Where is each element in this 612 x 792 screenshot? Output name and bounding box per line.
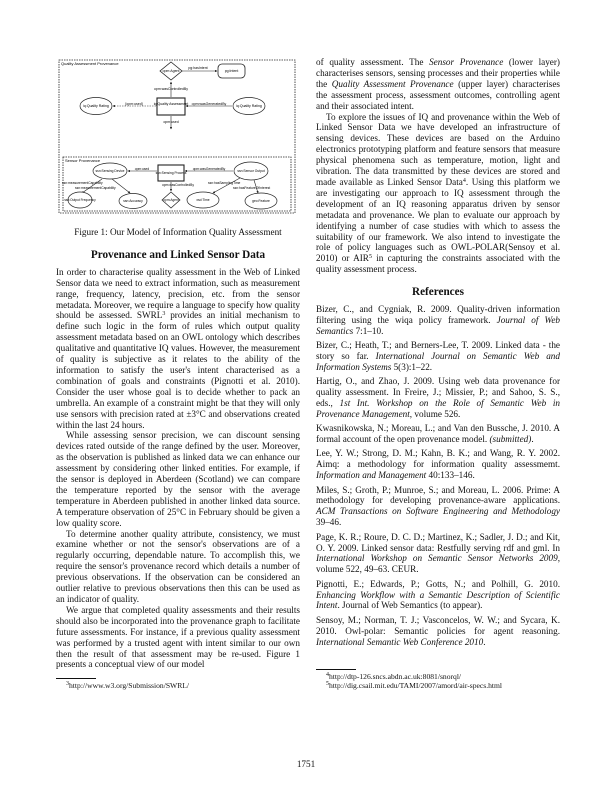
reference-item: Sensoy, M.; Norman, T. J.; Vasconcelos, W. W.; and Sycara, K. 2010. Owl-polar: Semantic policies for agent reasoning. International Semantic Web Conference 2010. bbox=[316, 614, 560, 647]
was-controlled-by-bottom-label: opm:wasControlledBy bbox=[161, 183, 195, 187]
information-quality-model-diagram bbox=[58, 57, 298, 217]
used-down-label: opm:used bbox=[163, 120, 179, 124]
footnote: $^3$http://www.w3.org/Submission/SWRL/ bbox=[66, 681, 190, 691]
paragraph: To determine another quality attribute, consistency, we must examine whether or not the sensor's observations are of a regularly occurring, dependable nature. To accomplish this, we require the sensor's provenance record which details a number of previous observations. If the observation can be considered an outlier relative to previous observations then this can be used as an indicator of quality. bbox=[56, 528, 300, 604]
has-intent-edge-label: pg:hasIntent bbox=[188, 66, 208, 70]
pg-intent-label: pg:Intent bbox=[224, 69, 239, 73]
reference-item: Bizer, C., and Cygniak, R. 2009. Quality-driven information filtering using the wiqa policy framework. Journal of Web Semantics 7:1–10. bbox=[316, 304, 560, 336]
reference-item: Page, K. R.; Roure, D. C. D.; Martinez, K.; Sadler, J. D.; and Kit, O. Y. 2009. Linked sensor data: Restfully serving rdf and gml. In International Workshop on Semantic Sensor Networks 2009, volume 522, 49–63. CEUR. bbox=[316, 531, 560, 575]
has-feature-of-interest-label: ssn:hasFeatureOfInterest bbox=[233, 186, 271, 190]
ssn-output-label: ssn:Sensor Output bbox=[237, 169, 265, 173]
opm-agent-top-label: opm:Agent bbox=[162, 69, 180, 73]
section-title: Provenance and Linked Sensor Data bbox=[90, 248, 266, 261]
reference-item: Lee, Y. W.; Strong, D. M.; Kahn, B. K.; and Wang, R. Y. 2002. Aimq: a methodology for information quality assessmemt. Information and Management 40:133–146. bbox=[316, 448, 560, 481]
figure-caption: Figure 1: Our Model of Information Quality Assessment bbox=[74, 227, 282, 237]
measurement-capability-2-label: ssn:measurementCapability bbox=[75, 186, 116, 190]
ssn-process-label: ssn:Sensing Process bbox=[155, 171, 187, 175]
footnote-ref: 3 bbox=[162, 311, 166, 318]
iq-assessment-node bbox=[157, 98, 185, 115]
iq-rating-left-label: iq:Quality Rating bbox=[83, 104, 109, 108]
ssn-output-frequency-label: ssn:Output Frequency bbox=[64, 198, 96, 202]
upper-layer-label: Quality Assessment Provenance bbox=[61, 61, 119, 66]
reference-item: Hartig, O., and Zhao, J. 2009. Using web data provenance for quality assessment. In Freire, J.; Missier, P.; and Sahoo, S. S., eds., 1st Int. Workshop on the Role of Semantic Web in Provenance Management, volume 526. bbox=[316, 376, 560, 419]
footnote-divider bbox=[56, 678, 96, 679]
reference-item: Bizer, C.; Heath, T.; and Berners-Lee, T. 2009. Linked data - the story so far. International Journal on Semantic Web and Information Systems 5(3):1–22. bbox=[316, 340, 560, 372]
ssn-device-label: ssn:Sensing Device bbox=[95, 169, 125, 173]
references-list bbox=[316, 304, 560, 647]
footnote-url[interactable]: http://dig.csail.mit.edu/TAMI/2007/amord/air-specs.html bbox=[329, 681, 503, 691]
reference-item: Kwasnikowska, N.; Moreau, L.; and Van den Bussche, J. 2010. A formal account of the open provenance model. (submitted). bbox=[316, 423, 560, 445]
ssn-accuracy-label: ssn:Accuracy bbox=[123, 199, 143, 203]
used-sensor-label: opm:used bbox=[134, 167, 150, 171]
xsd-time-label: xsd:Time bbox=[196, 198, 210, 202]
paragraph: In order to characterise quality assessment in the Web of Linked Sensor data we need to extract information, such as measurement range, frequency, latency, precision, etc. from the sensor metadata. Moreover, we require a language to specify how quality should be assessed. SWRL$^3$ provides an initial mechanism to define such logic in the form of rules which output quality assessment metadata based on an OWL ontology which describes qualitative and quantitative IQ values. However, the measurement of quality is subjective as it relates to the ability of the information to satisfy the user's intent characterised as a combination of goals and constraints (Pignotti et al. 2010). Consider the user whose goal is to decide whether to pack an umbrella. An example of a constraint might be that they will only use sensors with precision rated at ±3°C and observations created within the last 24 hours. bbox=[56, 266, 300, 430]
used-bracket-label: [opm:used] bbox=[125, 102, 143, 106]
footnote-ref: 4 bbox=[462, 177, 466, 184]
references-title: References bbox=[412, 286, 464, 299]
paragraph: To explore the issues of IQ and provenance within the Web of Linked Sensor Data we have developed an infrastructure of sensing devices. These devices are based on the Arduino electronics prototyping platform and feature sensors that measure physical phenomena such as temperature, motion, light and vibration. The data transmitted by these devices are stored and made available as Linked Sensor Data$^4$. Using this platform we are investigating our approach to IQ assessment through the development of an IQ reasoning apparatus driven by sensor metadata and provenance. We plan to evaluate our approach by identifying a number of case studies with which to assess the suitability of our framework. We also intend to investigate the role of policy languages such as OWL-POLAR(Sensoy et al. 2010) or AIR$^5$ in capturing the constraints associated with the quality assessment process. bbox=[316, 111, 560, 275]
footnote: $^4$http://dtp-126.sncs.abdn.ac.uk:8081/snorql/ bbox=[326, 672, 462, 682]
paragraph: We argue that completed quality assessments and their results should also be incorporated into the provenance graph to facilitate future assessments. For instance, if a previous quality assessment was performed by a trusted agent with intent similar to our own then the result of that assessment may be re-used. Figure 1 presents a conceptual view of our model bbox=[56, 604, 300, 670]
left-column bbox=[56, 57, 300, 690]
lower-layer-label: Sensor Provenance bbox=[65, 158, 101, 163]
was-generated-by-top-label: opm:wasGeneratedBy bbox=[191, 102, 227, 106]
iq-assessment-label: iq:Quality Assessment bbox=[153, 102, 189, 106]
footnote-url[interactable]: http://dtp-126.sncs.abdn.ac.uk:8081/snorql/ bbox=[329, 672, 462, 682]
paragraph: While assessing sensor precision, we can discount sensing devices rated outside of the range defined by the user. Moreover, as the observation is published as linked data we can enhance our assessment by considering other linked entities. For example, if the sensor is deployed in Aberdeen (Scotland) we can compare the temperature reported by the sensor with the average temperature in Aberdeen published in another linked data source. A temperature observation of 25°C in February should be given a low quality score. bbox=[56, 430, 300, 528]
has-sampling-time-label: ssn:hasSamplingTime bbox=[208, 181, 241, 185]
footnote-ref: 5 bbox=[368, 254, 372, 261]
opm-agent-bottom-label: opm:Agent bbox=[163, 198, 179, 202]
iq-rating-right-label: iq:Quality Rating bbox=[236, 104, 262, 108]
was-generated-by-bottom-label: opm:wasGeneratedBy bbox=[192, 167, 226, 171]
footnote: $^5$http://dig.csail.mit.edu/TAMI/2007/amord/air-specs.html bbox=[326, 681, 503, 691]
footnote-url[interactable]: http://www.w3.org/Submission/SWRL/ bbox=[69, 681, 190, 691]
paragraph: of quality assessment. The Sensor Provenance (lower layer) characterises sensors, sensing processes and their properties while the Quality Assessment Provenance (upper layer) characterises the assessment process, assessment outcomes, controlling agent and their associated intent. bbox=[316, 57, 560, 111]
was-controlled-by-top-label: opm:wasControlledBy bbox=[153, 87, 189, 91]
footnote-divider bbox=[316, 669, 356, 670]
reference-item: Miles, S.; Groth, P.; Munroe, S.; and Moreau, L. 2006. Prime: A methodology for developing provenance-aware applications. ACM Transactions on Software Engineering and Methodology 39–46. bbox=[316, 484, 560, 528]
figure-1 bbox=[58, 57, 298, 217]
geo-feature-label: geo:Feature bbox=[252, 199, 270, 203]
page-number: 1751 bbox=[296, 759, 316, 769]
upper-layer-frame bbox=[59, 60, 295, 213]
right-column bbox=[316, 57, 560, 690]
reference-item: Pignotti, E.; Edwards, P.; Gotts, N.; and Polhill, G. 2010. Enhancing Workflow with a Semantic Description of Scientific Intent. Journal of Web Semantics (to appear). bbox=[316, 578, 560, 611]
measurement-capability-1-label: ssn:measurementCapability bbox=[62, 181, 103, 185]
